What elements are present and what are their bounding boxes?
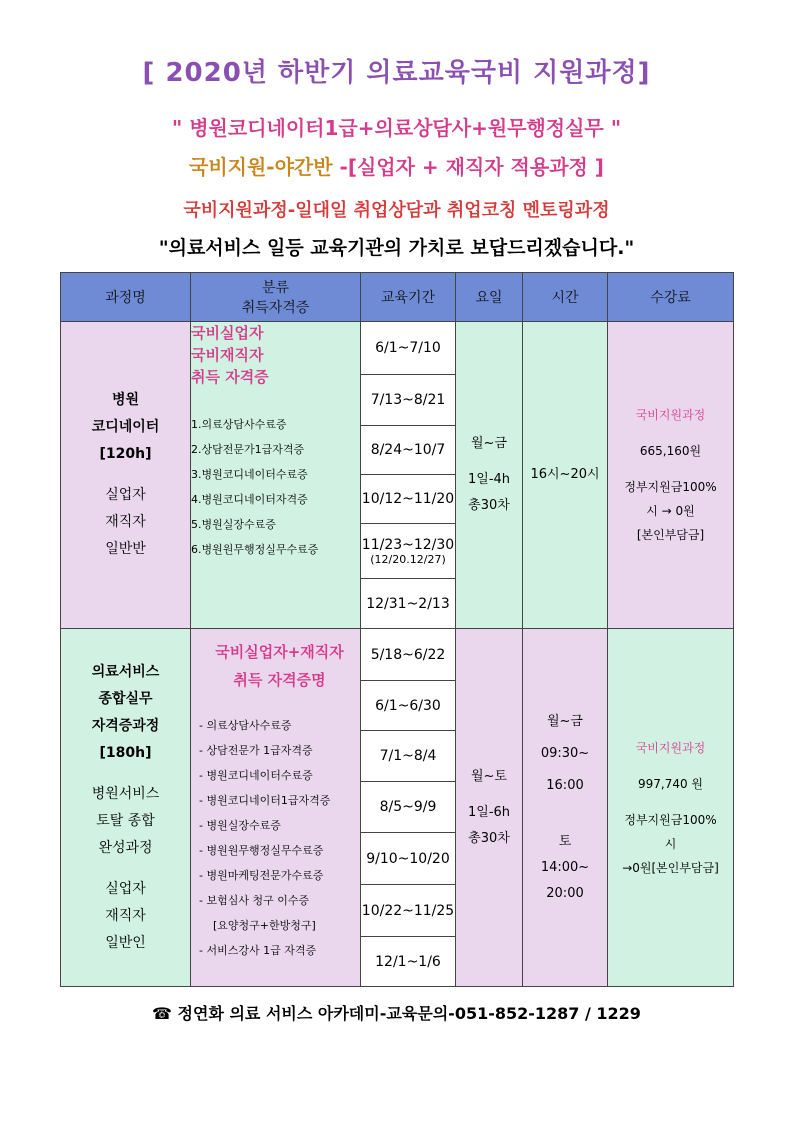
course1-fee-note: [본인부담금]	[636, 528, 705, 542]
course2-time: 20:00	[546, 885, 584, 901]
course1-cert-item: 1.의료상담사수료증	[191, 418, 287, 431]
course1-category-cell	[191, 322, 361, 629]
course2-hours: [180h]	[99, 744, 152, 761]
course1-period: 6/1~7/10	[361, 322, 456, 375]
header-category-line2: 취득자격증	[241, 300, 310, 316]
course2-fee-note: 정부지원금100%	[624, 812, 717, 827]
course2-cert-item: - 병원코디네이터1급자격증	[199, 794, 331, 807]
course2-period: 10/22~11/25	[361, 885, 456, 937]
course2-cert-item: - 서비스강사 1급 자격증	[199, 944, 317, 957]
course2-fee-cell	[608, 629, 734, 987]
course2-cert-item: [요양청구+한방청구]	[213, 919, 316, 932]
course2-target: 일반인	[105, 934, 146, 951]
header-category	[191, 273, 361, 322]
course1-name-cell	[61, 322, 191, 629]
course1-cert-item: 2.상담전문가1급자격증	[191, 443, 305, 456]
course2-fee-note: →0원[본인부담금]	[622, 860, 719, 875]
course1-fee-note: 시 → 0원	[646, 504, 695, 518]
course1-name-line: 코디네이터	[91, 419, 160, 435]
course2-target: 실업자	[105, 880, 146, 897]
course2-fee-label: 국비지원과정	[635, 740, 706, 755]
course2-cert-item: - 병원코디네이터수료증	[199, 769, 313, 782]
course-table	[60, 272, 734, 987]
course1-target: 일반반	[105, 541, 146, 557]
course2-period: 8/5~9/9	[361, 782, 456, 833]
course2-time: 월~금	[546, 713, 583, 729]
course2-time: 14:00~	[540, 859, 590, 875]
course2-period: 6/1~6/30	[361, 681, 456, 731]
course1-target: 실업자	[105, 487, 146, 503]
page-title: [ 2020년 하반기 의료교육국비 지원과정]	[142, 58, 651, 88]
target-label: -[실업자 + 재직자 적용과정 ]	[339, 155, 604, 179]
course2-period: 5/18~6/22	[361, 629, 456, 681]
course2-time: 토	[558, 833, 572, 849]
course1-cert-item: 5.병원실장수료증	[191, 518, 276, 531]
course1-period-cell	[361, 524, 456, 579]
course2-category-cell	[191, 629, 361, 987]
course1-period-note: (12/20.12/27)	[370, 552, 446, 566]
course1-period: 7/13~8/21	[361, 375, 456, 426]
course2-cert-item: - 의료상담사수료증	[199, 719, 292, 732]
course2-highlight: 국비실업자+재직자	[215, 643, 344, 661]
course2-cert-item: - 병원마케팅전문가수료증	[199, 869, 324, 882]
header-category-line1: 분류	[261, 280, 290, 296]
course-subtitle: " 병원코디네이터1급+의료상담사+원무행정실무 "	[171, 116, 622, 140]
course2-target: 재직자	[105, 907, 146, 924]
course1-sessions: 총30차	[468, 498, 510, 513]
course1-highlight: 취득 자격증	[191, 368, 269, 386]
course2-highlight: 취득 자격증명	[233, 671, 326, 689]
course2-name-line: 의료서비스	[91, 663, 160, 680]
course1-period: 10/12~11/20	[361, 475, 456, 524]
course2-time-cell	[523, 629, 608, 987]
course1-hours-per-day: 1일-4h	[467, 472, 511, 487]
header-time: 시간	[523, 273, 608, 322]
course1-highlight: 국비재직자	[191, 346, 264, 364]
course1-hours: [120h]	[99, 446, 152, 462]
course1-days: 월~금	[470, 436, 507, 451]
header-period: 교육기간	[361, 273, 456, 322]
course2-cert-item: - 병원원무행정실무수료증	[199, 844, 324, 857]
course2-name-cell	[61, 629, 191, 987]
course2-days-cell	[456, 629, 523, 987]
course1-fee-cell	[608, 322, 734, 629]
table-header-row	[61, 273, 734, 322]
course2-hours-per-day: 1일-6h	[467, 804, 511, 820]
course2-time: 09:30~	[540, 745, 590, 761]
course1-cert-item: 4.병원코디네이터자격증	[191, 493, 308, 506]
course1-fee-label: 국비지원과정	[635, 408, 706, 422]
course2-period: 12/1~1/6	[361, 937, 456, 987]
course2-sessions: 총30차	[468, 830, 510, 846]
course1-period: 12/31~2/13	[361, 579, 456, 629]
course1-target: 재직자	[105, 514, 146, 530]
course2-name-line: 종합실무	[98, 690, 153, 707]
mentoring-line: 국비지원과정-일대일 취업상담과 취업코칭 멘토링과정	[183, 200, 610, 221]
course2-period: 9/10~10/20	[361, 833, 456, 885]
course1-highlight: 국비실업자	[191, 324, 264, 342]
course1-time-cell	[523, 322, 608, 629]
course1-cert-item: 3.병원코디네이터수료증	[191, 468, 308, 481]
course2-fee-note: 시	[664, 836, 677, 851]
course1-period: 8/24~10/7	[361, 426, 456, 475]
header-course: 과정명	[61, 273, 191, 322]
support-type-label: 국비지원-야간반	[189, 155, 340, 179]
contact-footer: ☎ 정연화 의료 서비스 아카데미-교육문의-051-852-1287 / 1229	[152, 1004, 641, 1023]
course1-name-line: 병원	[111, 392, 140, 408]
course1-time: 16시~20시	[530, 467, 600, 482]
course1-period: 11/23~12/30	[361, 536, 455, 553]
course2-desc: 완성과정	[98, 839, 153, 856]
header-days: 요일	[456, 273, 523, 322]
support-type-line	[0, 151, 793, 180]
course2-desc: 병원서비스	[91, 785, 160, 802]
header-fee: 수강료	[608, 273, 734, 322]
course1-fee-note: 정부지원금100%	[624, 480, 717, 494]
slogan: "의료서비스 일등 교육기관의 가치로 보답드리겠습니다."	[158, 237, 635, 259]
course2-time: 16:00	[546, 777, 584, 793]
course2-days: 월~토	[470, 768, 507, 784]
course2-fee-amount: 997,740 원	[637, 776, 704, 791]
course2-cert-item: - 병원실장수료증	[199, 819, 281, 832]
course1-fee-amount: 665,160원	[639, 444, 702, 458]
course2-cert-item: - 상담전문가 1급자격증	[199, 744, 313, 757]
course2-name-line: 자격증과정	[91, 717, 160, 734]
course2-cert-item: - 보험심사 청구 이수증	[199, 894, 310, 907]
course1-days-cell	[456, 322, 523, 629]
course1-cert-item: 6.병원원무행정실무수료증	[191, 543, 319, 556]
course2-period: 7/1~8/4	[361, 731, 456, 782]
course2-desc: 토탈 종합	[96, 812, 155, 829]
